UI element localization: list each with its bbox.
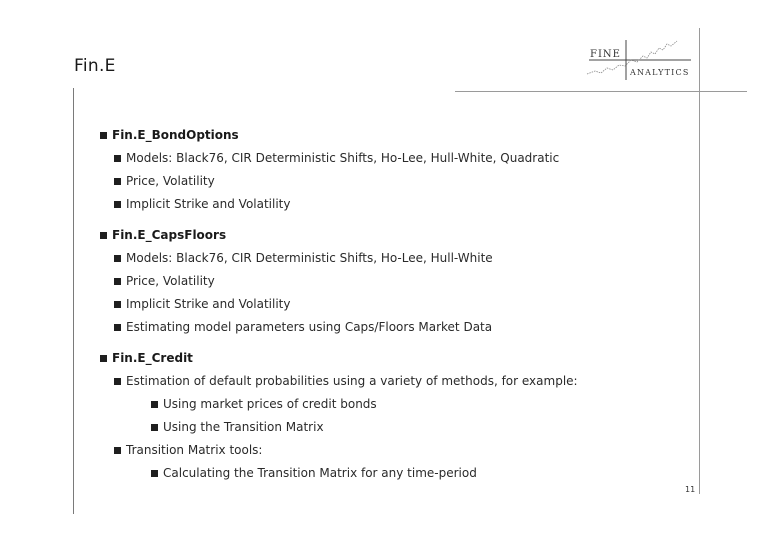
bullet-item <box>114 274 215 288</box>
section-heading <box>100 228 226 242</box>
bullet-text: Fin.E_BondOptions <box>112 128 239 142</box>
sub-bullet-item <box>151 420 324 434</box>
bullet-square-icon <box>114 255 121 262</box>
bullet-square-icon <box>100 132 107 139</box>
bullet-item <box>114 297 290 311</box>
bullet-square-icon <box>114 178 121 185</box>
bullet-item <box>114 174 215 188</box>
bullet-square-icon <box>114 447 121 454</box>
bullet-item <box>114 197 290 211</box>
bullet-square-icon <box>100 232 107 239</box>
bullet-text: Transition Matrix tools: <box>126 443 263 457</box>
bullet-text: Models: Black76, CIR Deterministic Shifts, Ho-Lee, Hull-White, Quadratic <box>126 151 560 165</box>
bullet-item <box>114 151 559 165</box>
bullet-square-icon <box>151 424 158 431</box>
bullet-text: Using market prices of credit bonds <box>163 397 377 411</box>
sub-bullet-item <box>151 466 477 480</box>
bullet-text: Calculating the Transition Matrix for any time-period <box>163 466 477 480</box>
bullet-square-icon <box>100 355 107 362</box>
page-number: 11 <box>685 485 696 494</box>
bullet-text: Price, Volatility <box>126 174 215 188</box>
bullet-text: Fin.E_Credit <box>112 351 193 365</box>
bullet-square-icon <box>114 155 121 162</box>
page-title: Fin.E <box>74 56 116 76</box>
bullet-text: Estimation of default probabilities using a variety of methods, for example: <box>126 374 578 388</box>
bullet-text: Using the Transition Matrix <box>163 420 324 434</box>
svg-text:ANALYTICS: ANALYTICS <box>630 68 690 77</box>
svg-text:FINE: FINE <box>590 49 621 60</box>
bullet-item <box>114 251 493 265</box>
bullet-square-icon <box>151 401 158 408</box>
bullet-square-icon <box>114 324 121 331</box>
bullet-text: Implicit Strike and Volatility <box>126 297 291 311</box>
bullet-text: Implicit Strike and Volatility <box>126 197 291 211</box>
bullet-item <box>114 320 492 334</box>
bullet-square-icon <box>114 278 121 285</box>
bullet-text: Models: Black76, CIR Deterministic Shifts, Ho-Lee, Hull-White <box>126 251 493 265</box>
section-heading <box>100 351 193 365</box>
bullet-square-icon <box>114 378 121 385</box>
bullet-square-icon <box>151 470 158 477</box>
bullet-square-icon <box>114 201 121 208</box>
section-heading <box>100 128 239 142</box>
bullet-text: Price, Volatility <box>126 274 215 288</box>
bullet-text: Estimating model parameters using Caps/Floors Market Data <box>126 320 493 334</box>
sub-bullet-item <box>151 397 377 411</box>
bullet-item <box>114 374 578 388</box>
bullet-item <box>114 443 262 457</box>
bullet-text: Fin.E_CapsFloors <box>112 228 227 242</box>
bullet-square-icon <box>114 301 121 308</box>
